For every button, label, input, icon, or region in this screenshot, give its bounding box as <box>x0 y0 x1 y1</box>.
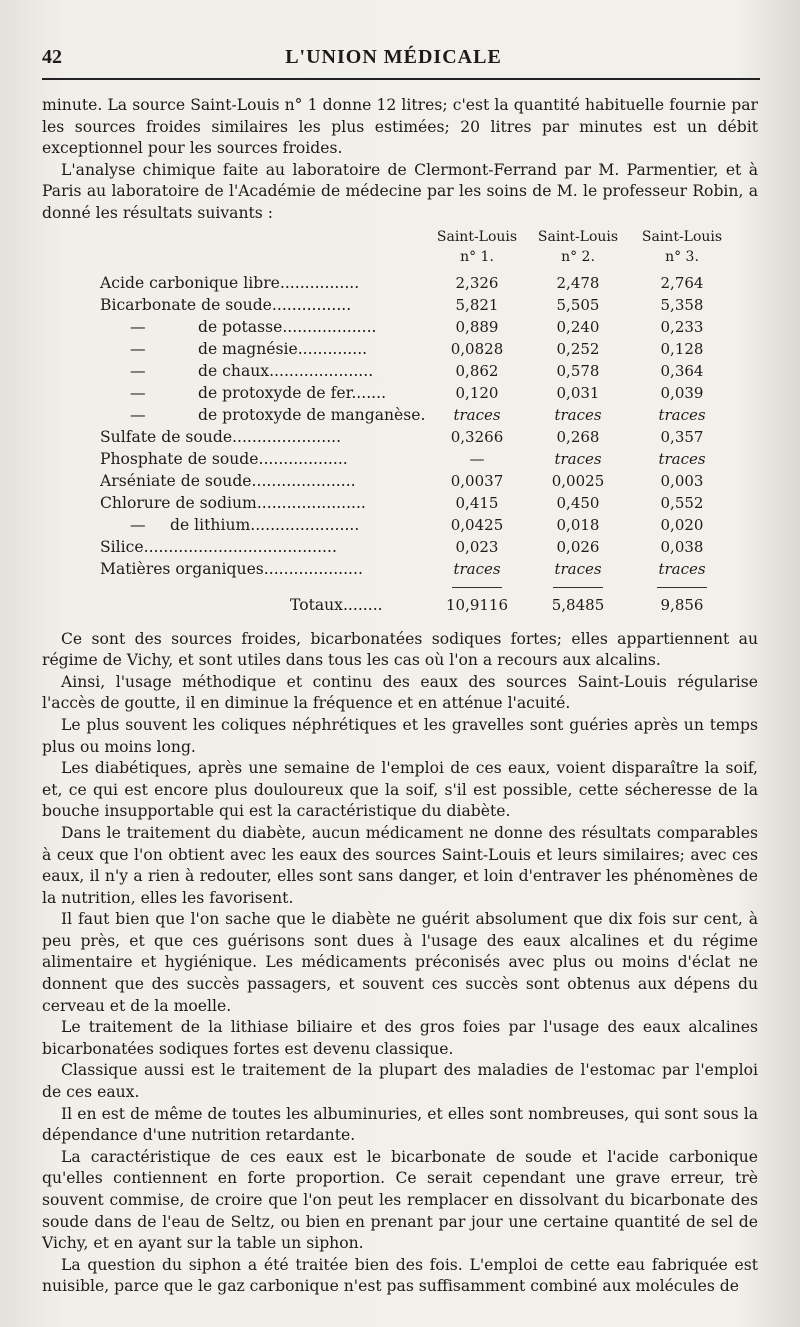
ditto-dash: — <box>130 361 146 380</box>
body-paragraph: Le plus souvent les coliques néphrétiques et les gravelles sont guéries après un temps plus ou moins long. <box>42 715 758 756</box>
row-label: Matières organiques.................... <box>100 559 363 578</box>
row-value: 0,038 <box>660 537 704 556</box>
table-row <box>42 471 758 493</box>
ditto-dash: — <box>130 383 146 402</box>
row-value: 0,031 <box>556 383 600 402</box>
body-paragraph: La question du siphon a été traitée bien des fois. L'emploi de cette eau fabriquée est nuisible, parce que le gaz carbonique n'est pas suffisamment combiné aux molécules de <box>42 1255 758 1296</box>
total-value: 9,856 <box>660 595 704 614</box>
row-value: 0,120 <box>455 383 499 402</box>
row-value: 0,240 <box>556 317 600 336</box>
row-value: 0,0828 <box>450 339 504 358</box>
row-value: 0,018 <box>556 515 600 534</box>
row-label: Bicarbonate de soude................ <box>100 295 352 314</box>
row-label: de protoxyde de manganèse. <box>198 405 426 424</box>
row-value: 2,764 <box>660 273 704 292</box>
table-total-row <box>42 595 758 617</box>
row-value: 0,889 <box>455 317 499 336</box>
row-value: 5,821 <box>455 295 499 314</box>
column-header-number: n° 1. <box>460 248 494 265</box>
column-header-name: Saint-Louis <box>641 228 723 245</box>
table-row <box>42 493 758 515</box>
table-row <box>42 317 758 339</box>
ditto-dash: — <box>130 317 146 336</box>
row-value: 0,364 <box>660 361 704 380</box>
article-body <box>42 95 758 1298</box>
body-paragraph: Le traitement de la lithiase biliaire et des gros foies par l'usage des eaux alcalines bicarbonatées sodiques fortes est devenu classique. <box>42 1018 758 1058</box>
row-value: 0,0025 <box>551 471 605 490</box>
row-label: de protoxyde de fer....... <box>198 383 387 402</box>
row-label: de magnésie.............. <box>198 339 368 358</box>
table-row <box>42 273 758 295</box>
header-rule <box>42 78 760 80</box>
row-value: traces <box>554 559 602 578</box>
row-value: 0,0425 <box>450 515 504 534</box>
body-paragraph: Ainsi, l'usage méthodique et continu des eaux des sources Saint-Louis régularise l'accès de goutte, il en diminue la fréquence et en atténue l'acuité. <box>42 672 758 713</box>
column-header <box>528 227 628 267</box>
row-value: 0,039 <box>660 383 704 402</box>
row-value: 0,415 <box>455 493 499 512</box>
column-header-name: Saint-Louis <box>436 228 518 245</box>
sum-rule <box>452 587 502 588</box>
row-value: 0,252 <box>556 339 600 358</box>
row-value: 5,505 <box>556 295 600 314</box>
row-value: traces <box>554 449 602 468</box>
body-paragraph: La caractéristique de ces eaux est le bicarbonate de soude et l'acide carbonique qu'elles contiennent en forte proportion. Ce serait cependant une grave erreur, trè souvent commise, de croire que l'on peut les remplacer en dissolvant du bicarbonate des soude dans de l'eau de Seltz, ou bien en prenant par jour une certaine quantité de sel de Vichy, et en ayant sur la table un siphon. <box>42 1147 758 1253</box>
row-value: traces <box>453 559 501 578</box>
ditto-dash: — <box>130 339 146 358</box>
row-value: 0,026 <box>556 537 600 556</box>
row-value: 0,450 <box>556 493 600 512</box>
table-column-headers <box>427 227 757 271</box>
row-value: — <box>469 449 485 468</box>
column-header <box>632 227 732 267</box>
total-label: Totaux........ <box>290 595 383 614</box>
row-label: Sulfate de soude...................... <box>100 427 342 446</box>
body-paragraph: Classique aussi est le traitement de la plupart des maladies de l'estomac par l'emploi de ces eaux. <box>42 1061 758 1102</box>
row-value: 0,268 <box>556 427 600 446</box>
row-value: 0,578 <box>556 361 600 380</box>
ditto-dash: — <box>130 405 146 424</box>
row-value: traces <box>453 405 501 424</box>
table-row <box>42 449 758 471</box>
row-label: de potasse................... <box>198 317 377 336</box>
ditto-dash: — <box>130 515 146 534</box>
column-header-name: Saint-Louis <box>537 228 619 245</box>
row-label: de lithium...................... <box>170 515 360 534</box>
row-label: Arséniate de soude..................... <box>100 471 356 490</box>
row-label: Silice....................................... <box>100 537 337 556</box>
row-value: 0,233 <box>660 317 704 336</box>
table-row <box>42 339 758 361</box>
row-value: 0,128 <box>660 339 704 358</box>
row-value: 0,023 <box>455 537 499 556</box>
table-row <box>42 295 758 317</box>
column-header-number: n° 3. <box>665 248 699 265</box>
total-value: 5,8485 <box>551 595 605 614</box>
row-value: traces <box>658 449 706 468</box>
row-label: Acide carbonique libre................ <box>100 273 360 292</box>
row-value: 0,862 <box>455 361 499 380</box>
row-value: 0,020 <box>660 515 704 534</box>
row-label: de chaux..................... <box>198 361 374 380</box>
row-value: 0,003 <box>660 471 704 490</box>
body-paragraph: Il en est de même de toutes les albuminuries, et elles sont nombreuses, qui sont sous la dépendance d'une nutrition retardante. <box>42 1104 758 1145</box>
table-row <box>42 537 758 559</box>
body-paragraph: Ce sont des sources froides, bicarbonatées sodiques fortes; elles appartiennent au régime de Vichy, et sont utiles dans tous les cas où l'on a recours aux alcalins. <box>42 629 758 670</box>
row-value: 0,0037 <box>450 471 504 490</box>
row-value: 2,478 <box>556 273 600 292</box>
column-header-number: n° 2. <box>561 248 595 265</box>
row-value: 5,358 <box>660 295 704 314</box>
analysis-table <box>42 227 758 625</box>
table-row <box>42 559 758 581</box>
row-label: Phosphate de soude.................. <box>100 449 348 468</box>
table-row <box>42 515 758 537</box>
body-paragraph: Dans le traitement du diabète, aucun médicament ne donne des résultats comparables à ceux que l'on obtient avec les eaux des sources Saint-Louis et leurs similaires; avec ces eaux, il n'y a rien à redouter, elles sont sans danger, et loin d'entraver les phénomènes de la nutrition, elles les favorisent. <box>42 823 758 907</box>
row-value: 2,326 <box>455 273 499 292</box>
intro-paragraph-1: minute. La source Saint-Louis n° 1 donne 12 litres; c'est la quantité habituelle fournie par les sources froides similaires les plus estimées; 20 litres par minutes est un débit exceptionnel pour les sources froides. <box>42 96 758 158</box>
row-label: Chlorure de sodium...................... <box>100 493 366 512</box>
sum-rule <box>553 587 603 588</box>
row-value: 0,3266 <box>450 427 504 446</box>
sum-rule <box>657 587 707 588</box>
page-header <box>42 46 745 82</box>
row-value: traces <box>554 405 602 424</box>
table-row <box>42 405 758 427</box>
intro-paragraph-2: L'analyse chimique faite au laboratoire de Clermont-Ferrand par M. Parmentier, et à Paris au laboratoire de l'Académie de médecine par les soins de M. le professeur Robin, a donné les résultats suivants : <box>42 160 758 222</box>
body-paragraph: Les diabétiques, après une semaine de l'emploi de ces eaux, voient disparaître la soif, et, ce qui est encore plus douloureux que la soif, s'il est possible, cette sécheresse de la bouche insupportable qui est la caractéristique du diabète. <box>42 759 758 821</box>
table-row <box>42 383 758 405</box>
row-value: 0,357 <box>660 427 704 446</box>
row-value: 0,552 <box>660 493 704 512</box>
column-header <box>427 227 527 267</box>
journal-title: L'UNION MÉDICALE <box>285 46 502 68</box>
table-row <box>42 427 758 449</box>
page-number: 42 <box>42 46 62 68</box>
total-value: 10,9116 <box>445 595 509 614</box>
row-value: traces <box>658 405 706 424</box>
table-row <box>42 361 758 383</box>
row-value: traces <box>658 559 706 578</box>
body-paragraph: Il faut bien que l'on sache que le diabète ne guérit absolument que dix fois sur cent, à peu près, et que ces guérisons sont dues à l'usage des eaux alcalines et du régime alimentaire et hygiénique. Les médicaments préconisés avec plus ou moins d'éclat ne donnent que des succès passagers, et souvent ces succès sont obtenus aux dépens du cerveau et de la moelle. <box>42 910 758 1015</box>
